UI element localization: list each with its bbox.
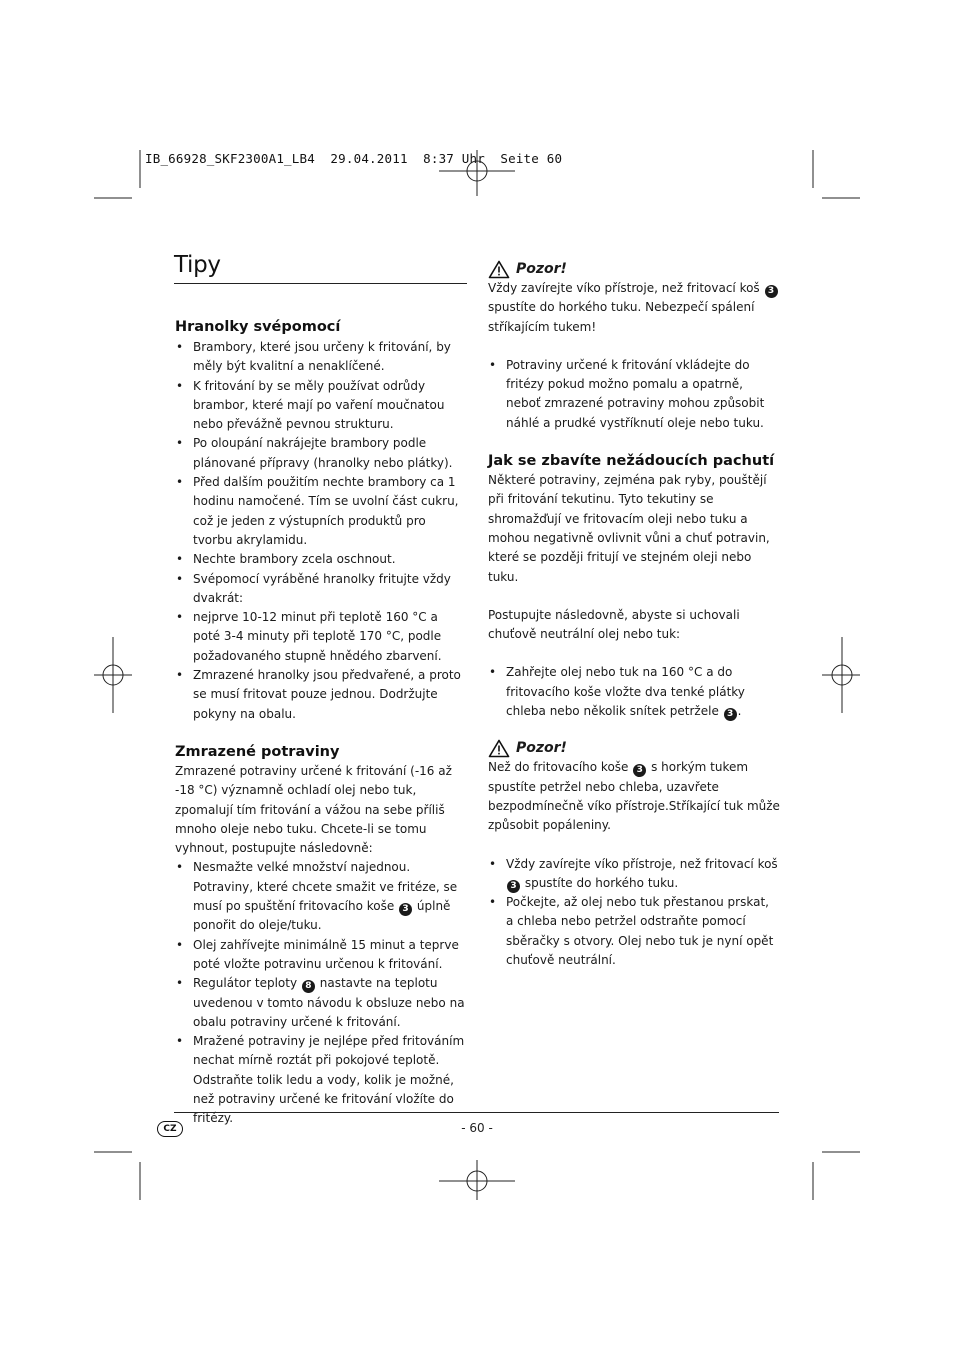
odors-paragraph: Některé potraviny, zejména pak ryby, pouštějí při fritování tekutinu. Tyto tekutiny se shromažďují ve fritovacím oleji nebo tuku a mohou negativně ovlivnit vůni a chuť potravin, které se později fritují ve stejném oleji nebo tuku. [488,473,770,584]
warning-heading: Pozor! [488,738,780,758]
basket-ref-badge: 3 [724,708,737,721]
warning-triangle-icon [488,739,510,758]
list-item: • Mražené potraviny je nejlépe před fritováním nechat mírně roztát při pokojové teplotě. Odstraňte tolik ledu a vody, kolik je možné, než potraviny určené ke fritování vložíte do fritézy. [175,1032,467,1128]
print-slug: IB_66928_SKF2300A1_LB4 29.04.2011 8:37 Uhr Seite 60 [145,151,563,166]
frozen-food-intro: Zmrazené potraviny určené k fritování (-16 až -18 °C) významně ochladí olej nebo tuk, zpomalují tím fritování a vážou na sebe příliš mnoho oleje nebo tuku. Chcete-li se tomu vyhnout, postupujte následovně: [175,763,452,856]
left-column [175,317,467,1129]
list-item: • Vždy zavírejte víko přístroje, než fritovací koš 3 spustíte do horkého tuku. [488,855,780,894]
frozen-food-list [175,858,467,1128]
list-item: • nejprve 10-12 minut při teplotě 160 °C a poté 3-4 minuty při teplotě 170 °C, podle požadovaného stupně hnědého zbarvení. [175,608,467,666]
section-heading-odors: Jak se zbavíte nežádoucích pachutí [488,453,775,470]
footer-rule [174,1112,779,1113]
warning-heading: Pozor! [488,259,780,279]
basket-ref-badge: 3 [507,880,520,893]
basket-ref-badge: 3 [765,285,778,298]
odors-instructions: Postupujte následovně, abyste si uchovali chuťově neutrální olej nebo tuk: [488,607,740,642]
odors-list [488,663,780,721]
list-item: • Olej zahřívejte minimálně 15 minut a teprve poté vložte potravinu určenou k fritování. [175,936,467,975]
list-item: • Počkejte, až olej nebo tuk přestanou prskat, a chleba nebo petržel odstraňte pomocí sběračky s otvory. Olej nebo tuk je nyní opět chuťově neutrální. [488,893,780,970]
section-heading-frozen-food: Zmrazené potraviny [175,743,340,760]
list-item: • Nesmažte velké množství najednou. Potraviny, které chcete smažit ve fritéze, se musí po spuštění fritovacího koše 3 úplně ponořit do oleje/tuku. [175,858,467,935]
basket-ref-badge: 3 [399,903,412,916]
list-item: • Svépomocí vyráběné hranolky fritujte vždy dvakrát: [175,570,467,609]
list-item: • Po oloupání nakrájejte brambory podle plánované přípravy (hranolky nebo plátky). [175,434,467,473]
section-heading-homemade-fries: Hranolky svépomocí [175,319,341,335]
list-item: • K fritování by se měly používat odrůdy brambor, které mají po vaření moučnatou nebo převážně pevnou strukturu. [175,377,467,435]
list-item: • Nechte brambory zcela oschnout. [175,550,467,569]
language-badge: CZ [157,1121,183,1137]
warning-triangle-icon [488,260,510,279]
page-number: - 60 - [461,1121,493,1135]
list-item: • Zmrazené hranolky jsou předvařené, a proto se musí fritovat pouze jednou. Dodržujte pokyny na obalu. [175,666,467,724]
list-item: • Regulátor teploty 8 nastavte na teplotu uvedenou v tomto návodu k obsluze nebo na obalu potraviny určené k fritování. [175,974,467,1032]
thermostat-ref-badge: 8 [302,980,315,993]
basket-ref-badge: 3 [633,764,646,777]
warning-text: Než do fritovacího koše 3 s horkým tukem spustíte petržel nebo chleba, uzavřete bezpodmínečně víko přístroje.Stříkající tuk může způsobit popáleniny. [488,760,780,833]
list-item: • Před dalším použitím nechte brambory ca 1 hodinu namočené. Tím se uvolní část cukru, což je jeden z výstupních produktů pro tvorbu akrylamidu. [175,473,467,550]
warning-text: Vždy zavírejte víko přístroje, než fritovací koš 3 spustíte do horkého tuku. Nebezpečí spálení stříkajícím tukem! [488,279,780,337]
right-column [488,259,780,970]
list-item: • Brambory, které jsou určeny k fritování, by měly být kvalitní a nenaklíčené. [175,338,467,377]
list-item: • Zahřejte olej nebo tuk na 160 °C a do fritovacího koše vložte dva tenké plátky chleba nebo několik snítek petržele 3 . [488,663,780,721]
page-title: Tipy [174,252,221,278]
safety-list [488,855,780,971]
list-item: • Potraviny určené k fritování vkládejte do fritézy pokud možno pomalu a opatrně, neboť zmrazené potraviny mohou způsobit náhlé a prudké vystříknutí oleje nebo tuku. [488,356,780,433]
homemade-fries-list [175,338,467,724]
frozen-tip-list [488,356,780,433]
title-rule [174,283,467,284]
